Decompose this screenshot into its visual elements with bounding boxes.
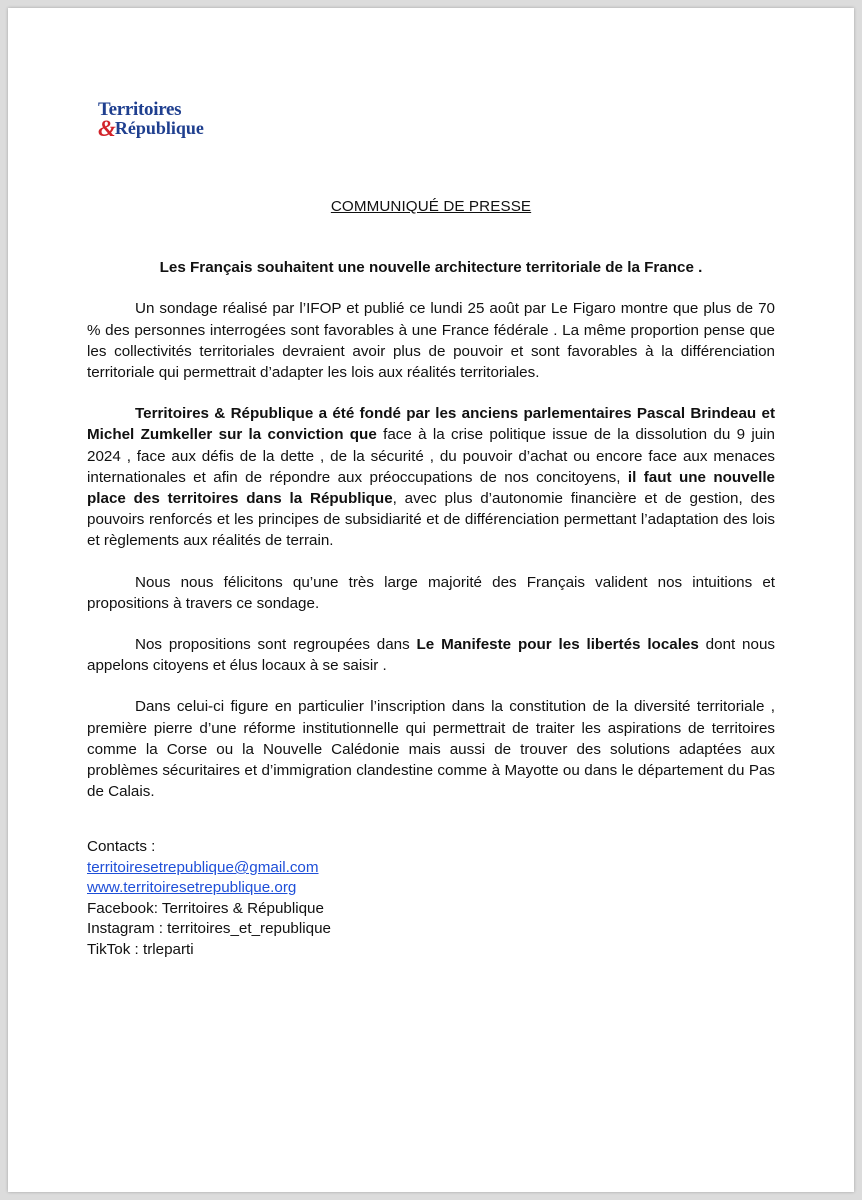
contacts-heading: Contacts : [87, 838, 156, 856]
document-page [8, 8, 854, 1192]
foundation-text-1: face à la crise politique issue de la dissolution du 9 juin 2024 , face aux défis de la dette , de la sécurité , du pouvoir d’achat ou encore face aux menaces internationales et afin de répondre aux préoccupations de nos concitoyens, [87, 426, 775, 486]
paragraph-survey: Un sondage réalisé par l’IFOP et publié ce lundi 25 août par Le Figaro montre que plus de 70 % des personnes interrogées sont favorables à une France fédérale . La même proportion pense que les collectivités territoriales devraient avoir plus de pouvoir et sont favorables à la différenciation territoriale qui permettrait d’adapter les lois aux réalités territoriales. [87, 300, 775, 382]
logo-line-1: Territoires [98, 99, 182, 120]
instagram-contact: Instagram : territoires_et_republique [87, 920, 331, 938]
document-title: COMMUNIQUÉ DE PRESSE [330, 198, 532, 215]
website-link[interactable]: www.territoiresetrepublique.org [87, 879, 297, 897]
manifesto-text-2: dont nous appelons citoyens et élus locaux à se saisir . [87, 636, 775, 675]
manifesto-title: Le Manifeste pour les libertés locales [416, 636, 699, 654]
tiktok-contact: TikTok : trleparti [87, 940, 194, 958]
paragraph-constitution: Dans celui-ci figure en particulier l’inscription dans la constitution de la diversité territoriale , première pierre d’une réforme institutionnelle qui permettrait de traiter les aspirations de territoires comme la Corse ou la Nouvelle Calédonie mais aussi de trouver des solutions adaptées aux problèmes sécuritaires et d’immigration clandestine comme à Mayotte ou dans le département du Pas de Calais. [87, 698, 775, 801]
territoires-republique-logo [98, 100, 204, 140]
logo-ampersand: & [98, 116, 116, 141]
paragraph-manifesto [87, 634, 775, 676]
paragraph-congratulations: Nous nous félicitons qu’une très large majorité des Français valident nos intuitions et propositions à travers ce sondage. [87, 573, 775, 612]
foundation-bold-thesis: il faut une nouvelle place des territoires dans la République [87, 468, 775, 508]
email-link[interactable]: territoiresetrepublique@gmail.com [87, 858, 319, 876]
document-body [87, 196, 775, 960]
contacts-block [87, 837, 775, 960]
foundation-text-2: , avec plus d’autonomie financière et de gestion, des pouvoirs renforcés et les principes de subsidiarité et de différenciation permettant l’adaptation des lois et règlements aux réalités de terrain. [87, 490, 775, 550]
logo-line-2 [98, 116, 204, 141]
facebook-contact: Facebook: Territoires & République [87, 899, 324, 917]
manifesto-text-1: Nos propositions sont regroupées dans [135, 636, 417, 654]
paragraph-foundation [87, 403, 775, 551]
foundation-bold-intro: Territoires & République a été fondé par les anciens parlementaires Pascal Brindeau et Michel Zumkeller sur la conviction que [87, 405, 775, 444]
document-headline: Les Français souhaitent une nouvelle architecture territoriale de la France . [159, 259, 703, 277]
logo-line-2-text: République [114, 118, 204, 138]
